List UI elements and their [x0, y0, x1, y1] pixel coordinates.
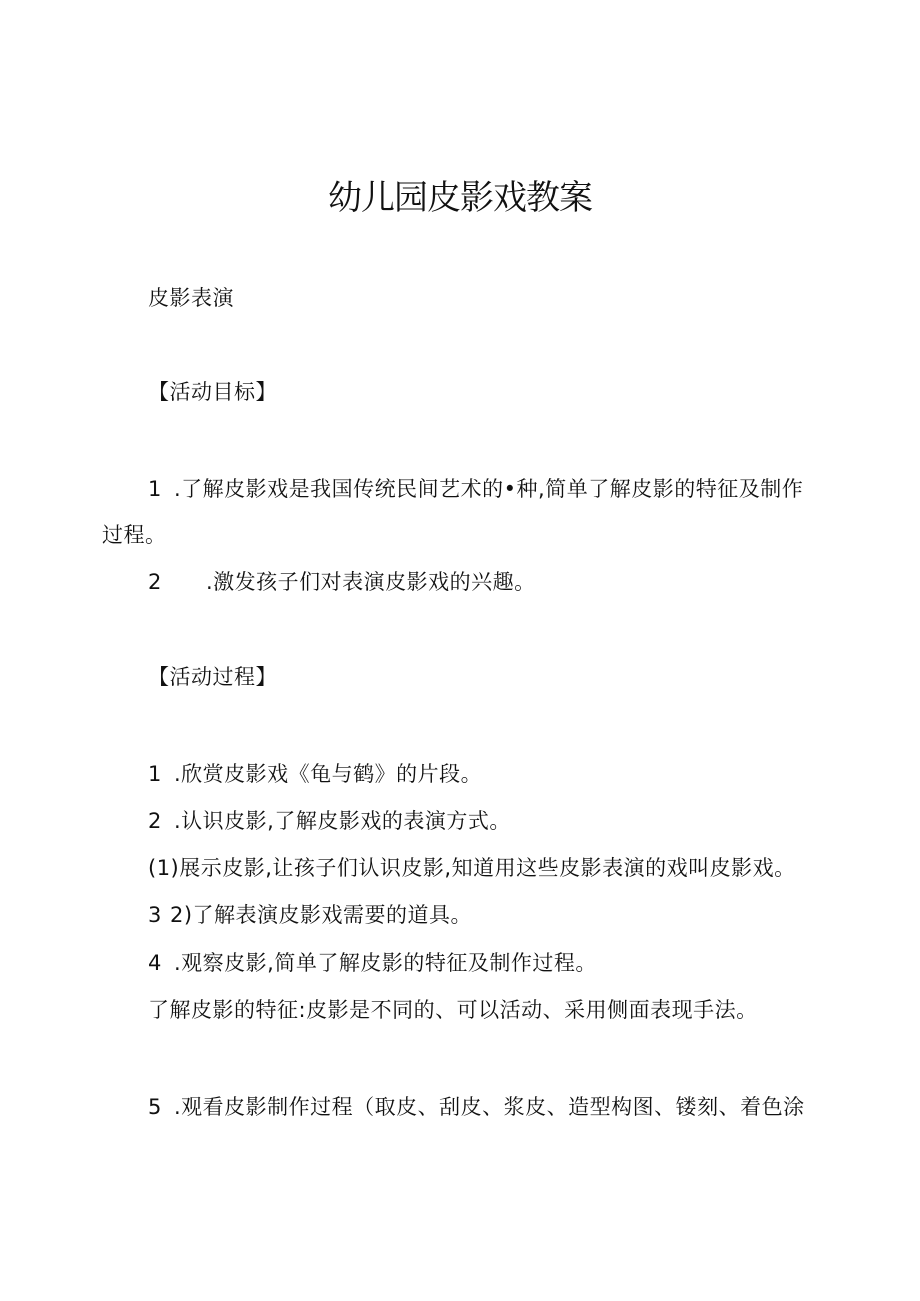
process-item-3-text: 2)了解表演皮影戏需要的道具。	[170, 903, 473, 927]
process-item-3-number: 3	[148, 903, 162, 927]
goal-item-2	[148, 567, 536, 597]
process-note: 了解皮影的特征:皮影是不同的、可以活动、采用侧面表现手法。	[148, 998, 758, 1022]
goal-item-1	[148, 474, 803, 504]
process-item-4	[148, 948, 597, 978]
process-item-2	[148, 806, 511, 836]
section-heading-goals: 【活动目标】	[148, 380, 277, 404]
process-item-1	[148, 759, 482, 789]
goal-item-1-continuation: 过程。	[102, 523, 167, 547]
goal-item-2-number: 2	[148, 570, 162, 594]
document-title: 幼儿园皮影戏教案	[328, 178, 592, 218]
process-item-3	[148, 900, 472, 930]
process-item-1-text: .欣赏皮影戏《龟与鹤》的片段。	[174, 762, 483, 786]
subtitle: 皮影表演	[148, 286, 234, 310]
goal-item-1-number: 1	[148, 477, 162, 501]
process-item-5-number: 5	[148, 1095, 162, 1119]
process-subitem-1: (1)展示皮影,让孩子们认识皮影,知道用这些皮影表演的戏叫皮影戏。	[148, 856, 796, 880]
process-item-1-number: 1	[148, 762, 162, 786]
process-item-5	[148, 1092, 805, 1122]
process-item-4-number: 4	[148, 951, 162, 975]
section-heading-process: 【活动过程】	[148, 665, 277, 689]
goal-item-2-text: .激发孩子们对表演皮影戏的兴趣。	[206, 570, 536, 594]
process-item-2-number: 2	[148, 809, 162, 833]
goal-item-1-text: .了解皮影戏是我国传统民间艺术的•种,简单了解皮影的特征及制作	[174, 477, 804, 501]
process-item-2-text: .认识皮影,了解皮影戏的表演方式。	[174, 809, 511, 833]
process-item-5-text: .观看皮影制作过程（取皮、刮皮、浆皮、造型构图、镂刻、着色涂	[174, 1095, 805, 1119]
process-item-4-text: .观察皮影,简单了解皮影的特征及制作过程。	[174, 951, 597, 975]
